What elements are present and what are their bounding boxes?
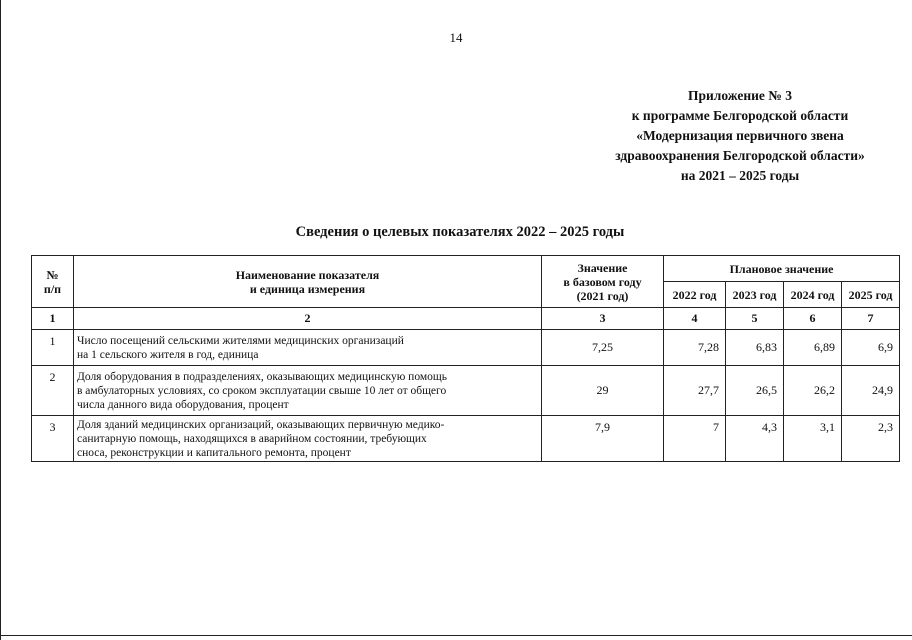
plan-value: 6,89 [784, 330, 842, 366]
column-number: 3 [542, 308, 664, 330]
plan-value: 7 [664, 416, 726, 462]
base-value: 7,25 [542, 330, 664, 366]
indicator-name: Доля оборудования в подразделениях, оказывающих медицинскую помощь в амбулаторных условиях, со сроком эксплуатации свыше 10 лет от общего числа данного вида оборудования, процент [74, 366, 542, 416]
plan-value: 27,7 [664, 366, 726, 416]
column-numbers-row [32, 308, 900, 330]
base-value: 29 [542, 366, 664, 416]
header-base-value: Значение в базовом году (2021 год) [542, 256, 664, 308]
plan-value: 26,5 [726, 366, 784, 416]
row-number: 1 [32, 330, 74, 366]
indicator-name: Число посещений сельскими жителями медицинских организаций на 1 сельского жителя в год, единица [74, 330, 542, 366]
appendix-line: Приложение № 3 [688, 88, 792, 103]
header-num: № п/п [32, 256, 74, 308]
plan-value: 7,28 [664, 330, 726, 366]
plan-value: 26,2 [784, 366, 842, 416]
column-number: 5 [726, 308, 784, 330]
row-number: 2 [32, 366, 74, 416]
plan-value: 3,1 [784, 416, 842, 462]
table-row [32, 416, 900, 462]
column-number: 7 [842, 308, 900, 330]
column-number: 1 [32, 308, 74, 330]
plan-value: 2,3 [842, 416, 900, 462]
appendix-line: на 2021 – 2025 годы [680, 168, 800, 183]
indicator-name: Доля зданий медицинских организаций, оказывающих первичную медико- санитарную помощь, находящихся в аварийном состоянии, требующих сноса, реконструкции и капитального ремонта, процент [74, 416, 542, 462]
page-number: 14 [449, 30, 463, 45]
header-year: 2024 год [784, 282, 842, 308]
document-title: Сведения о целевых показателях 2022 – 2025 годы [295, 224, 625, 240]
base-value: 7,9 [542, 416, 664, 462]
appendix-line: «Модернизация первичного звена [636, 128, 844, 143]
table-row [32, 366, 900, 416]
scan-edge-line [0, 0, 1, 640]
column-number: 2 [74, 308, 542, 330]
header-name: Наименование показателя и единица измерения [74, 256, 542, 308]
appendix-line: к программе Белгородской области [631, 108, 849, 123]
plan-value: 24,9 [842, 366, 900, 416]
scan-edge-line [0, 635, 912, 636]
appendix-header [555, 86, 912, 186]
header-planned-value: Плановое значение [664, 256, 900, 282]
indicators-table [31, 255, 900, 462]
appendix-line: здравоохранения Белгородской области» [615, 148, 865, 163]
plan-value: 6,9 [842, 330, 900, 366]
table-header-row [32, 256, 900, 282]
row-number: 3 [32, 416, 74, 462]
column-number: 4 [664, 308, 726, 330]
header-year: 2023 год [726, 282, 784, 308]
column-number: 6 [784, 308, 842, 330]
header-year: 2022 год [664, 282, 726, 308]
table-row [32, 330, 900, 366]
header-year: 2025 год [842, 282, 900, 308]
plan-value: 6,83 [726, 330, 784, 366]
plan-value: 4,3 [726, 416, 784, 462]
